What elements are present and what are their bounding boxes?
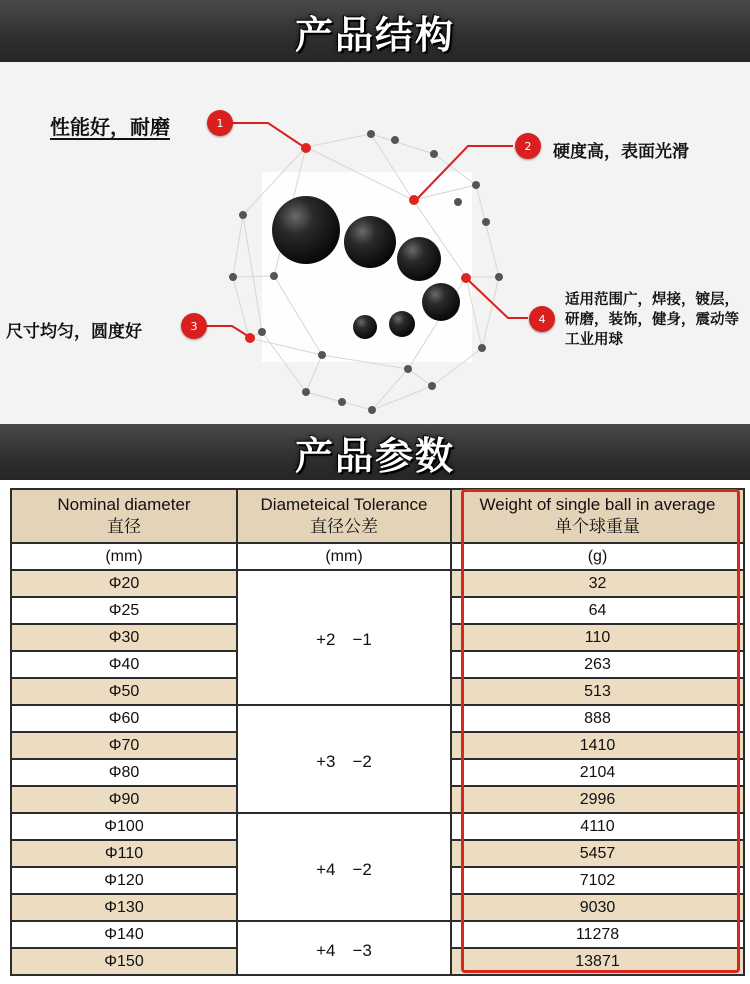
diameter-cell: Φ130	[11, 894, 237, 921]
table-row	[11, 570, 744, 597]
callout-wear-resistance: 性能好，耐磨	[50, 115, 170, 139]
tolerance-cell: +4 −2	[237, 813, 451, 921]
header-tolerance-en: Diameteical Tolerance	[260, 495, 428, 514]
callout-4-badge: 4	[529, 306, 555, 332]
diameter-cell: Φ140	[11, 921, 237, 948]
parameters-banner	[0, 424, 750, 480]
weight-cell: 5457	[451, 840, 744, 867]
header-weight-cn: 单个球重量	[555, 517, 640, 536]
callout-1-badge: 1	[207, 110, 233, 136]
diameter-cell: Φ80	[11, 759, 237, 786]
table-units-row	[11, 543, 744, 570]
diameter-cell: Φ25	[11, 597, 237, 624]
diameter-cell: Φ150	[11, 948, 237, 975]
weight-cell: 2104	[451, 759, 744, 786]
unit-weight: (g)	[451, 543, 744, 570]
parameters-title: 产品参数	[294, 433, 455, 478]
header-diameter	[11, 489, 237, 543]
diameter-cell: Φ30	[11, 624, 237, 651]
table-row	[11, 921, 744, 948]
callout-3-badge: 3	[181, 313, 207, 339]
table-header-row	[11, 489, 744, 543]
diameter-cell: Φ20	[11, 570, 237, 597]
header-diameter-en: Nominal diameter	[57, 495, 191, 514]
structure-title: 产品结构	[294, 12, 455, 57]
diameter-cell: Φ110	[11, 840, 237, 867]
weight-cell: 7102	[451, 867, 744, 894]
weight-cell: 2996	[451, 786, 744, 813]
diameter-cell: Φ40	[11, 651, 237, 678]
structure-banner	[0, 0, 750, 62]
weight-cell: 263	[451, 651, 744, 678]
header-weight-en: Weight of single ball in average	[479, 495, 716, 514]
callout-2-badge: 2	[515, 133, 541, 159]
diameter-cell: Φ100	[11, 813, 237, 840]
diameter-cell: Φ70	[11, 732, 237, 759]
table-row	[11, 705, 744, 732]
header-diameter-cn: 直径	[107, 517, 141, 536]
diameter-cell: Φ60	[11, 705, 237, 732]
weight-cell: 11278	[451, 921, 744, 948]
table-row	[11, 813, 744, 840]
diameter-cell: Φ90	[11, 786, 237, 813]
structure-diagram	[0, 62, 750, 424]
unit-diameter: (mm)	[11, 543, 237, 570]
parameters-table-wrap	[10, 488, 743, 976]
weight-cell: 9030	[451, 894, 744, 921]
parameters-table	[10, 488, 745, 976]
tolerance-cell: +3 −2	[237, 705, 451, 813]
diameter-cell: Φ50	[11, 678, 237, 705]
callout-hardness: 硬度高，表面光滑	[553, 142, 689, 162]
callout-uniform-size: 尺寸均匀，圆度好	[6, 322, 142, 342]
header-tolerance	[237, 489, 451, 543]
weight-cell: 1410	[451, 732, 744, 759]
weight-cell: 32	[451, 570, 744, 597]
weight-cell: 888	[451, 705, 744, 732]
header-weight	[451, 489, 744, 543]
header-tolerance-cn: 直径公差	[310, 517, 378, 536]
tolerance-cell: +2 −1	[237, 570, 451, 705]
unit-tolerance: (mm)	[237, 543, 451, 570]
weight-cell: 513	[451, 678, 744, 705]
callout-applications: 适用范围广，焊接，镀层，研磨，装饰，健身，震动等工业用球	[565, 292, 739, 348]
weight-cell: 4110	[451, 813, 744, 840]
weight-cell: 13871	[451, 948, 744, 975]
tolerance-cell: +4 −3	[237, 921, 451, 975]
weight-cell: 64	[451, 597, 744, 624]
weight-cell: 110	[451, 624, 744, 651]
diameter-cell: Φ120	[11, 867, 237, 894]
